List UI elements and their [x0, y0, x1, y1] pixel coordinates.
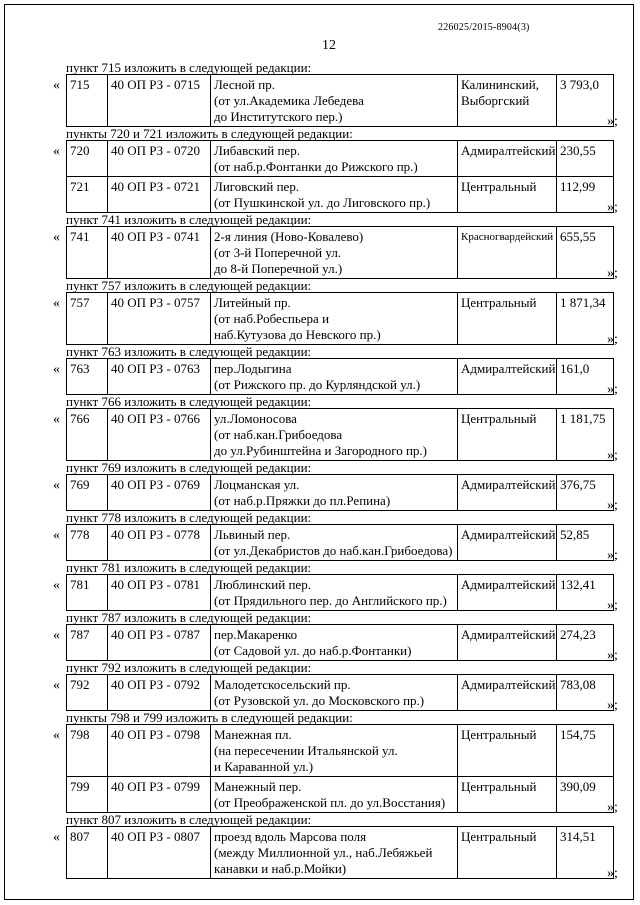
district-line: Выборгский — [461, 93, 530, 108]
road-name-line: Либавский пер. — [214, 143, 300, 158]
amendment-intro: пункт 792 изложить в следующей редакции: — [66, 660, 312, 675]
road-name-line: Малодетскосельский пр. — [214, 677, 351, 692]
table-row — [67, 409, 614, 461]
road-length-value: 1 181,75 — [557, 409, 614, 461]
item-number: 792 — [67, 675, 108, 711]
open-quote: « — [53, 78, 60, 93]
road-name-line: (от ул.Декабристов до наб.кан.Грибоедова) — [214, 543, 453, 558]
amendment-intro: пункты 798 и 799 изложить в следующей редакции: — [66, 710, 353, 725]
district — [458, 227, 557, 279]
close-quote: »; — [607, 866, 618, 881]
amendment-intro: пункт 757 изложить в следующей редакции: — [66, 278, 312, 293]
district-line: Адмиралтейский — [461, 143, 556, 158]
road-name-line: (на пересечении Итальянской ул. — [214, 743, 398, 758]
road-code: 40 ОП РЗ - 0721 — [108, 177, 211, 213]
road-code: 40 ОП РЗ - 0763 — [108, 359, 211, 395]
road-length-value: 783,08 — [557, 675, 614, 711]
road-name — [211, 525, 458, 561]
district — [458, 675, 557, 711]
district-line: Адмиралтейский — [461, 627, 556, 642]
page-number: 12 — [322, 38, 336, 53]
road-code: 40 ОП РЗ - 0792 — [108, 675, 211, 711]
road-length-value: 161,0 — [557, 359, 614, 395]
road-length-value: 52,85 — [557, 525, 614, 561]
close-quote: »; — [607, 698, 618, 713]
open-quote: « — [53, 728, 60, 743]
road-name — [211, 141, 458, 177]
road-table — [66, 408, 614, 461]
road-name — [211, 409, 458, 461]
table-row — [67, 827, 614, 879]
road-name-line: до ул.Рубинштейна и Загородного пр.) — [214, 443, 428, 458]
road-name-line: Манежная пл. — [214, 727, 292, 742]
road-table — [66, 524, 614, 561]
item-number: 778 — [67, 525, 108, 561]
road-name — [211, 625, 458, 661]
road-name-line: до 8-й Поперечной ул.) — [214, 261, 343, 276]
road-name-line: и Караванной ул.) — [214, 759, 314, 774]
amendment-intro: пункт 763 изложить в следующей редакции: — [66, 344, 312, 359]
amendment-intro: пункт 781 изложить в следующей редакции: — [66, 560, 312, 575]
item-number: 757 — [67, 293, 108, 345]
open-quote: « — [53, 678, 60, 693]
table-row — [67, 475, 614, 511]
open-quote: « — [53, 412, 60, 427]
road-name-line: 2-я линия (Ново-Ковалево) — [214, 229, 364, 244]
district — [458, 525, 557, 561]
item-number: 715 — [67, 75, 108, 127]
road-name-line: (от наб.р.Пряжки до пл.Репина) — [214, 493, 391, 508]
table-row — [67, 227, 614, 279]
open-quote: « — [53, 230, 60, 245]
table-row — [67, 359, 614, 395]
road-name-line: (от Садовой ул. до наб.р.Фонтанки) — [214, 643, 412, 658]
table-row — [67, 177, 614, 213]
item-number: 787 — [67, 625, 108, 661]
road-code: 40 ОП РЗ - 0799 — [108, 777, 211, 813]
close-quote: »; — [607, 382, 618, 397]
amendment-block — [53, 292, 618, 347]
close-quote: »; — [607, 200, 618, 215]
road-name-line: Литейный пр. — [214, 295, 291, 310]
district-line: Калининский, — [461, 77, 539, 92]
amendment-intro: пункт 778 изложить в следующей редакции: — [66, 510, 312, 525]
close-quote: »; — [607, 598, 618, 613]
amendment-block — [53, 674, 618, 713]
district-line: Центральный — [461, 727, 537, 742]
road-length-value: 655,55 — [557, 227, 614, 279]
open-quote: « — [53, 578, 60, 593]
district — [458, 725, 557, 777]
district-line: Центральный — [461, 179, 537, 194]
road-name-line: (от ул.Академика Лебедева — [214, 93, 364, 108]
road-code: 40 ОП РЗ - 0778 — [108, 525, 211, 561]
table-row — [67, 293, 614, 345]
district — [458, 359, 557, 395]
amendment-intro: пункт 741 изложить в следующей редакции: — [66, 212, 312, 227]
district-line: Центральный — [461, 779, 537, 794]
district — [458, 75, 557, 127]
road-name-line: Люблинский пер. — [214, 577, 311, 592]
road-length-value: 154,75 — [557, 725, 614, 777]
road-code: 40 ОП РЗ - 0766 — [108, 409, 211, 461]
road-name — [211, 675, 458, 711]
amendment-block — [53, 358, 618, 397]
item-number: 721 — [67, 177, 108, 213]
road-name-line: канавки и наб.р.Мойки) — [214, 861, 347, 876]
road-code: 40 ОП РЗ - 0741 — [108, 227, 211, 279]
amendment-block — [53, 140, 618, 215]
district-line: Адмиралтейский — [461, 527, 556, 542]
amendments-list — [53, 60, 618, 881]
open-quote: « — [53, 830, 60, 845]
road-name — [211, 777, 458, 813]
amendment-intro: пункт 807 изложить в следующей редакции: — [66, 812, 312, 827]
district-line: Красногвардейский — [461, 231, 554, 243]
road-code: 40 ОП РЗ - 0781 — [108, 575, 211, 611]
amendment-block — [53, 624, 618, 663]
amendment-block — [53, 74, 618, 129]
road-table — [66, 74, 614, 127]
road-name-line: (от Рузовской ул. до Московского пр.) — [214, 693, 425, 708]
road-table — [66, 674, 614, 711]
district — [458, 293, 557, 345]
item-number: 766 — [67, 409, 108, 461]
district-line: Адмиралтейский — [461, 361, 556, 376]
table-row — [67, 725, 614, 777]
item-number: 807 — [67, 827, 108, 879]
district — [458, 575, 557, 611]
document-id: 226025/2015-8904(3) — [438, 22, 530, 33]
road-name-line: (от Пушкинской ул. до Лиговского пр.) — [214, 195, 431, 210]
close-quote: »; — [607, 800, 618, 815]
road-table — [66, 624, 614, 661]
road-name-line: (от наб.кан.Грибоедова — [214, 427, 343, 442]
road-name-line: (между Миллионной ул., наб.Лебяжьей — [214, 845, 433, 860]
road-name — [211, 475, 458, 511]
road-table — [66, 826, 614, 879]
amendment-intro: пункт 769 изложить в следующей редакции: — [66, 460, 312, 475]
open-quote: « — [53, 478, 60, 493]
table-row — [67, 75, 614, 127]
road-name — [211, 293, 458, 345]
amendment-block — [53, 826, 618, 881]
amendment-block — [53, 524, 618, 563]
road-name-line: Лиговский пер. — [214, 179, 300, 194]
open-quote: « — [53, 362, 60, 377]
road-length-value: 3 793,0 — [557, 75, 614, 127]
item-number: 763 — [67, 359, 108, 395]
amendment-intro: пункт 766 изложить в следующей редакции: — [66, 394, 312, 409]
road-name-line: (от наб.Робеспьера и — [214, 311, 330, 326]
road-name-line: (от наб.р.Фонтанки до Рижского пр.) — [214, 159, 418, 174]
item-number: 769 — [67, 475, 108, 511]
open-quote: « — [53, 528, 60, 543]
district — [458, 475, 557, 511]
road-name — [211, 227, 458, 279]
road-name-line: наб.Кутузова до Невского пр.) — [214, 327, 381, 342]
table-row — [67, 525, 614, 561]
road-length-value: 376,75 — [557, 475, 614, 511]
close-quote: »; — [607, 448, 618, 463]
district-line: Адмиралтейский — [461, 477, 556, 492]
road-code: 40 ОП РЗ - 0715 — [108, 75, 211, 127]
open-quote: « — [53, 296, 60, 311]
district — [458, 625, 557, 661]
road-name-line: до Институтского пер.) — [214, 109, 343, 124]
item-number: 799 — [67, 777, 108, 813]
table-row — [67, 625, 614, 661]
amendment-intro: пункт 715 изложить в следующей редакции: — [66, 60, 312, 75]
road-name — [211, 359, 458, 395]
item-number: 720 — [67, 141, 108, 177]
district — [458, 177, 557, 213]
road-code: 40 ОП РЗ - 0720 — [108, 141, 211, 177]
road-code: 40 ОП РЗ - 0807 — [108, 827, 211, 879]
amendment-intro: пункт 787 изложить в следующей редакции: — [66, 610, 312, 625]
close-quote: »; — [607, 114, 618, 129]
road-table — [66, 358, 614, 395]
road-name — [211, 177, 458, 213]
road-length-value: 112,99 — [557, 177, 614, 213]
road-name-line: (от Прядильного пер. до Английского пр.) — [214, 593, 447, 608]
road-name-line: Львиный пер. — [214, 527, 291, 542]
road-length-value: 1 871,34 — [557, 293, 614, 345]
amendment-intro: пункты 720 и 721 изложить в следующей редакции: — [66, 126, 353, 141]
district-line: Центральный — [461, 295, 537, 310]
table-row — [67, 575, 614, 611]
road-name-line: (от Преображенской пл. до ул.Восстания) — [214, 795, 446, 810]
district-line: Центральный — [461, 829, 537, 844]
district — [458, 409, 557, 461]
amendment-block — [53, 408, 618, 463]
amendment-block — [53, 724, 618, 815]
road-table — [66, 140, 614, 213]
road-name — [211, 575, 458, 611]
district — [458, 827, 557, 879]
table-row — [67, 675, 614, 711]
item-number: 798 — [67, 725, 108, 777]
amendment-block — [53, 474, 618, 513]
road-name-line: (от Рижского пр. до Курляндской ул.) — [214, 377, 421, 392]
district — [458, 777, 557, 813]
road-name-line: пер.Макаренко — [214, 627, 298, 642]
close-quote: »; — [607, 332, 618, 347]
road-name-line: Лесной пр. — [214, 77, 275, 92]
road-name — [211, 725, 458, 777]
road-code: 40 ОП РЗ - 0798 — [108, 725, 211, 777]
road-code: 40 ОП РЗ - 0757 — [108, 293, 211, 345]
amendment-block — [53, 226, 618, 281]
road-code: 40 ОП РЗ - 0769 — [108, 475, 211, 511]
table-row — [67, 777, 614, 813]
road-name-line: пер.Лодыгина — [214, 361, 292, 376]
road-code: 40 ОП РЗ - 0787 — [108, 625, 211, 661]
road-table — [66, 226, 614, 279]
district — [458, 141, 557, 177]
close-quote: »; — [607, 498, 618, 513]
district-line: Адмиралтейский — [461, 577, 556, 592]
road-name-line: проезд вдоль Марсова поля — [214, 829, 367, 844]
road-length-value: 230,55 — [557, 141, 614, 177]
amendment-block — [53, 574, 618, 613]
item-number: 741 — [67, 227, 108, 279]
road-name-line: ул.Ломоносова — [214, 411, 297, 426]
road-length-value: 274,23 — [557, 625, 614, 661]
open-quote: « — [53, 144, 60, 159]
close-quote: »; — [607, 548, 618, 563]
road-length-value: 314,51 — [557, 827, 614, 879]
road-name-line: Лоцманская ул. — [214, 477, 300, 492]
road-length-value: 390,09 — [557, 777, 614, 813]
district-line: Адмиралтейский — [461, 677, 556, 692]
road-table — [66, 724, 614, 813]
road-name — [211, 827, 458, 879]
road-name — [211, 75, 458, 127]
open-quote: « — [53, 628, 60, 643]
road-table — [66, 292, 614, 345]
road-name-line: Манежный пер. — [214, 779, 302, 794]
item-number: 781 — [67, 575, 108, 611]
close-quote: »; — [607, 648, 618, 663]
table-row — [67, 141, 614, 177]
road-table — [66, 474, 614, 511]
close-quote: »; — [607, 266, 618, 281]
road-name-line: (от 3-й Поперечной ул. — [214, 245, 342, 260]
road-table — [66, 574, 614, 611]
road-length-value: 132,41 — [557, 575, 614, 611]
district-line: Центральный — [461, 411, 537, 426]
